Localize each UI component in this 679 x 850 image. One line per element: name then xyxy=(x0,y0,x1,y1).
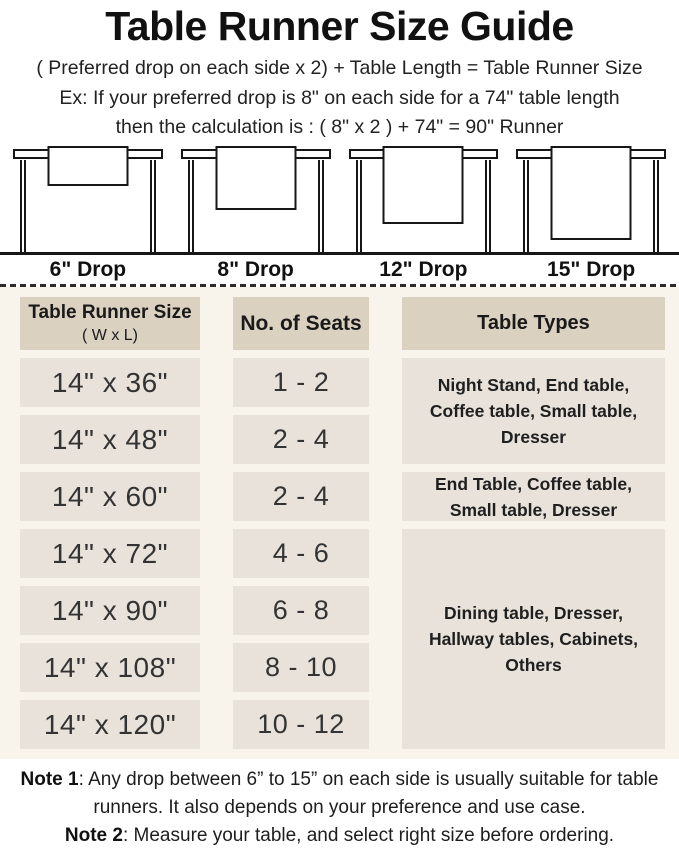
size-cell: 14" x 60" xyxy=(20,472,200,521)
size-cell: 14" x 36" xyxy=(20,358,200,407)
seats-cell: 1 - 2 xyxy=(233,358,369,407)
table-diagram-8in xyxy=(181,145,331,252)
size-cell: 14" x 72" xyxy=(20,529,200,578)
seats-cell: 2 - 4 xyxy=(233,415,369,464)
table-leg-icon xyxy=(20,160,26,252)
size-cell: 14" x 120" xyxy=(20,700,200,749)
seats-cell: 6 - 8 xyxy=(233,586,369,635)
drop-diagrams xyxy=(0,145,679,255)
header xyxy=(0,4,679,139)
table-types-cell-large-tables: Dining table, Dresser, Hallway tables, Cabinets, Others xyxy=(402,529,665,749)
column-header-size-title: Table Runner Size xyxy=(28,302,192,324)
table-leg-icon xyxy=(318,160,324,252)
runner-illustration xyxy=(215,146,296,210)
runner-illustration xyxy=(383,146,464,224)
size-guide-table-section xyxy=(0,287,679,759)
size-cell: 14" x 108" xyxy=(20,643,200,692)
note-1 xyxy=(15,766,665,822)
formula-text: ( Preferred drop on each side x 2) + Table Length = Table Runner Size xyxy=(36,57,643,80)
note-2 xyxy=(15,822,665,850)
table-leg-icon xyxy=(188,160,194,252)
table-leg-icon xyxy=(150,160,156,252)
column-header-types: Table Types xyxy=(402,297,665,350)
table-types-cell-small-tables: Night Stand, End table, Coffee table, Small table, Dresser xyxy=(402,358,665,464)
column-header-seats: No. of Seats xyxy=(233,297,369,350)
note-2-label: Note 2 xyxy=(64,825,123,847)
note-2-text: : Measure your table, and select right size before ordering. xyxy=(122,825,615,847)
note-1-label: Note 1 xyxy=(20,769,79,791)
drop-label-12in: 12" Drop xyxy=(379,257,468,281)
runner-illustration xyxy=(47,146,128,186)
table-diagram-12in xyxy=(349,145,499,252)
drop-label-6in: 6" Drop xyxy=(49,257,127,281)
table-leg-icon xyxy=(485,160,491,252)
size-guide-table xyxy=(20,297,663,749)
table-diagram-15in xyxy=(516,145,666,252)
table-diagram-6in xyxy=(13,145,163,252)
note-1-text: : Any drop between 6” to 15” on each side is usually suitable for table runners. It also depends on your preference and use case. xyxy=(78,769,659,819)
table-leg-icon xyxy=(356,160,362,252)
drop-labels-row xyxy=(0,255,679,284)
seats-cell: 4 - 6 xyxy=(233,529,369,578)
table-types-cell-medium-tables: End Table, Coffee table, Small table, Dresser xyxy=(402,472,665,521)
example-line-2: then the calculation is : ( 8" x 2 ) + 74" = 90" Runner xyxy=(115,116,564,139)
size-guide-page xyxy=(0,3,679,847)
seats-cell: 2 - 4 xyxy=(233,472,369,521)
drop-label-8in: 8" Drop xyxy=(217,257,294,281)
seats-cell: 8 - 10 xyxy=(233,643,369,692)
column-header-size xyxy=(20,297,200,350)
size-cell: 14" x 48" xyxy=(20,415,200,464)
size-cell: 14" x 90" xyxy=(20,586,200,635)
table-leg-icon xyxy=(523,160,529,252)
example-line-1: Ex: If your preferred drop is 8" on each side for a 74" table length xyxy=(59,87,620,110)
table-leg-icon xyxy=(653,160,659,252)
notes-section xyxy=(0,759,679,850)
column-header-size-subtitle: ( W x L) xyxy=(82,327,138,345)
runner-illustration xyxy=(551,146,632,240)
page-title: Table Runner Size Guide xyxy=(105,3,574,49)
seats-cell: 10 - 12 xyxy=(233,700,369,749)
drop-label-15in: 15" Drop xyxy=(547,257,636,281)
